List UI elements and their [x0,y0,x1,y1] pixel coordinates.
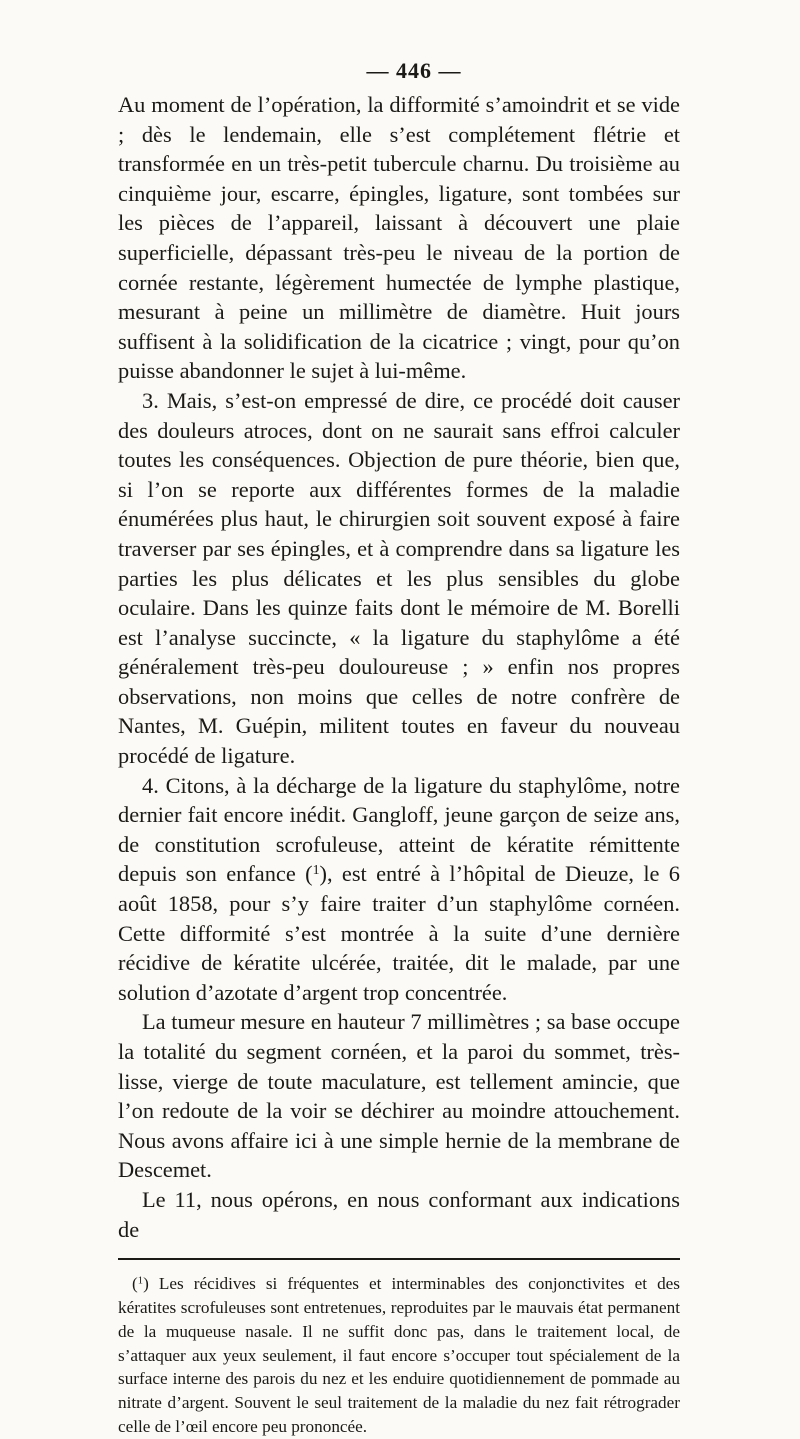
body-text [118,90,680,1244]
paragraph-1: Au moment de l’opération, la difformité s’amoindrit et se vide ; dès le lendemain, elle s’est complétement flétrie et transformée en un très-petit tubercule charnu. Du troisième au cinquième jour, escarre, épingles, ligature, sont tombées sur les pièces de l’appareil, laissant à découvert une plaie superficielle, dépassant très-peu le niveau de la portion de cornée restante, légèrement humectée de lymphe plastique, mesurant à peine un millimètre de diamètre. Huit jours suffisent à la solidification de la cicatrice ; vingt, pour qu’on puisse abandonner le sujet à lui-même. [118,92,680,384]
footnote-marker: 1 [137,1275,144,1287]
footnote-marker-open: ( [132,1274,138,1294]
footnote-marker-close: ) [143,1274,149,1294]
paragraph-4-text-a: 4. Citons, à la décharge de la ligature du staphylôme, notre dernier fait encore inédit. Gangloff, jeune garçon de seize ans, de constitution scrofuleuse, atteint de kératite rémittente depuis son enfance ( [118,772,680,887]
paragraph-tumeur: La tumeur mesure en hauteur 7 millimètres ; sa base occupe la totalité du segment cornéen, et la paroi du sommet, très-lisse, vierge de toute maculature, est tellement amincie, que l’on redoute de la voir se déchirer au moindre attouchement. Nous avons affaire ici à une simple hernie de la membrane de Descemet. [118,1009,680,1183]
book-page [118,58,680,1439]
footnote-separator [118,1258,680,1260]
footnote-1 [118,1272,680,1439]
paragraph-4-text-b: ), est entré à l’hôpital de Dieuze, le 6 août 1858, pour s’y faire traiter d’un staphylôme cornéen. Cette difformité s’est montrée à la suite d’une dernière récidive de kératite ulcérée, traitée, dit le malade, par une solution d’azotate d’argent trop concentrée. [118,861,680,1005]
footnote-reference: 1 [312,863,320,879]
footnotes [118,1272,680,1439]
paragraph-3: 3. Mais, s’est-on empressé de dire, ce procédé doit causer des douleurs atroces, dont on ne saurait sans effroi calculer toutes les conséquences. Objection de pure théorie, bien que, si l’on se reporte aux différentes formes de la maladie énumérées plus haut, le chirurgien soit souvent exposé à faire traverser par ses épingles, et à comprendre dans sa ligature les parties les plus délicates et les plus sensibles du globe oculaire. Dans les quinze faits dont le mémoire de M. Borelli est l’analyse succincte, « la ligature du staphylôme a été généralement très-peu douloureuse ; » enfin nos propres observations, non moins que celles de notre confrère de Nantes, M. Guépin, militent toutes en faveur du nouveau procédé de ligature. [118,387,680,769]
paragraph-operation: Le 11, nous opérons, en nous conformant aux indications de [118,1186,680,1242]
page-number: — 446 — [366,58,462,83]
footnote-text: Les récidives si fréquentes et interminables des conjonctivites et des kératites scrofuleuses sont entretenues, reproduites par le mauvais état permanent de la muqueuse nasale. Il ne suffit donc pas, dans le traitement local, de s’attaquer aux yeux seulement, il faut encore s’occuper tout spécialement de la surface interne des parois du nez et les enduire quotidiennement de pommade au nitrate d’argent. Souvent le seul traitement de la maladie du nez fait rétrograder celle de l’œil encore peu prononcée. [118,1274,680,1436]
paragraph-4 [118,771,680,1008]
